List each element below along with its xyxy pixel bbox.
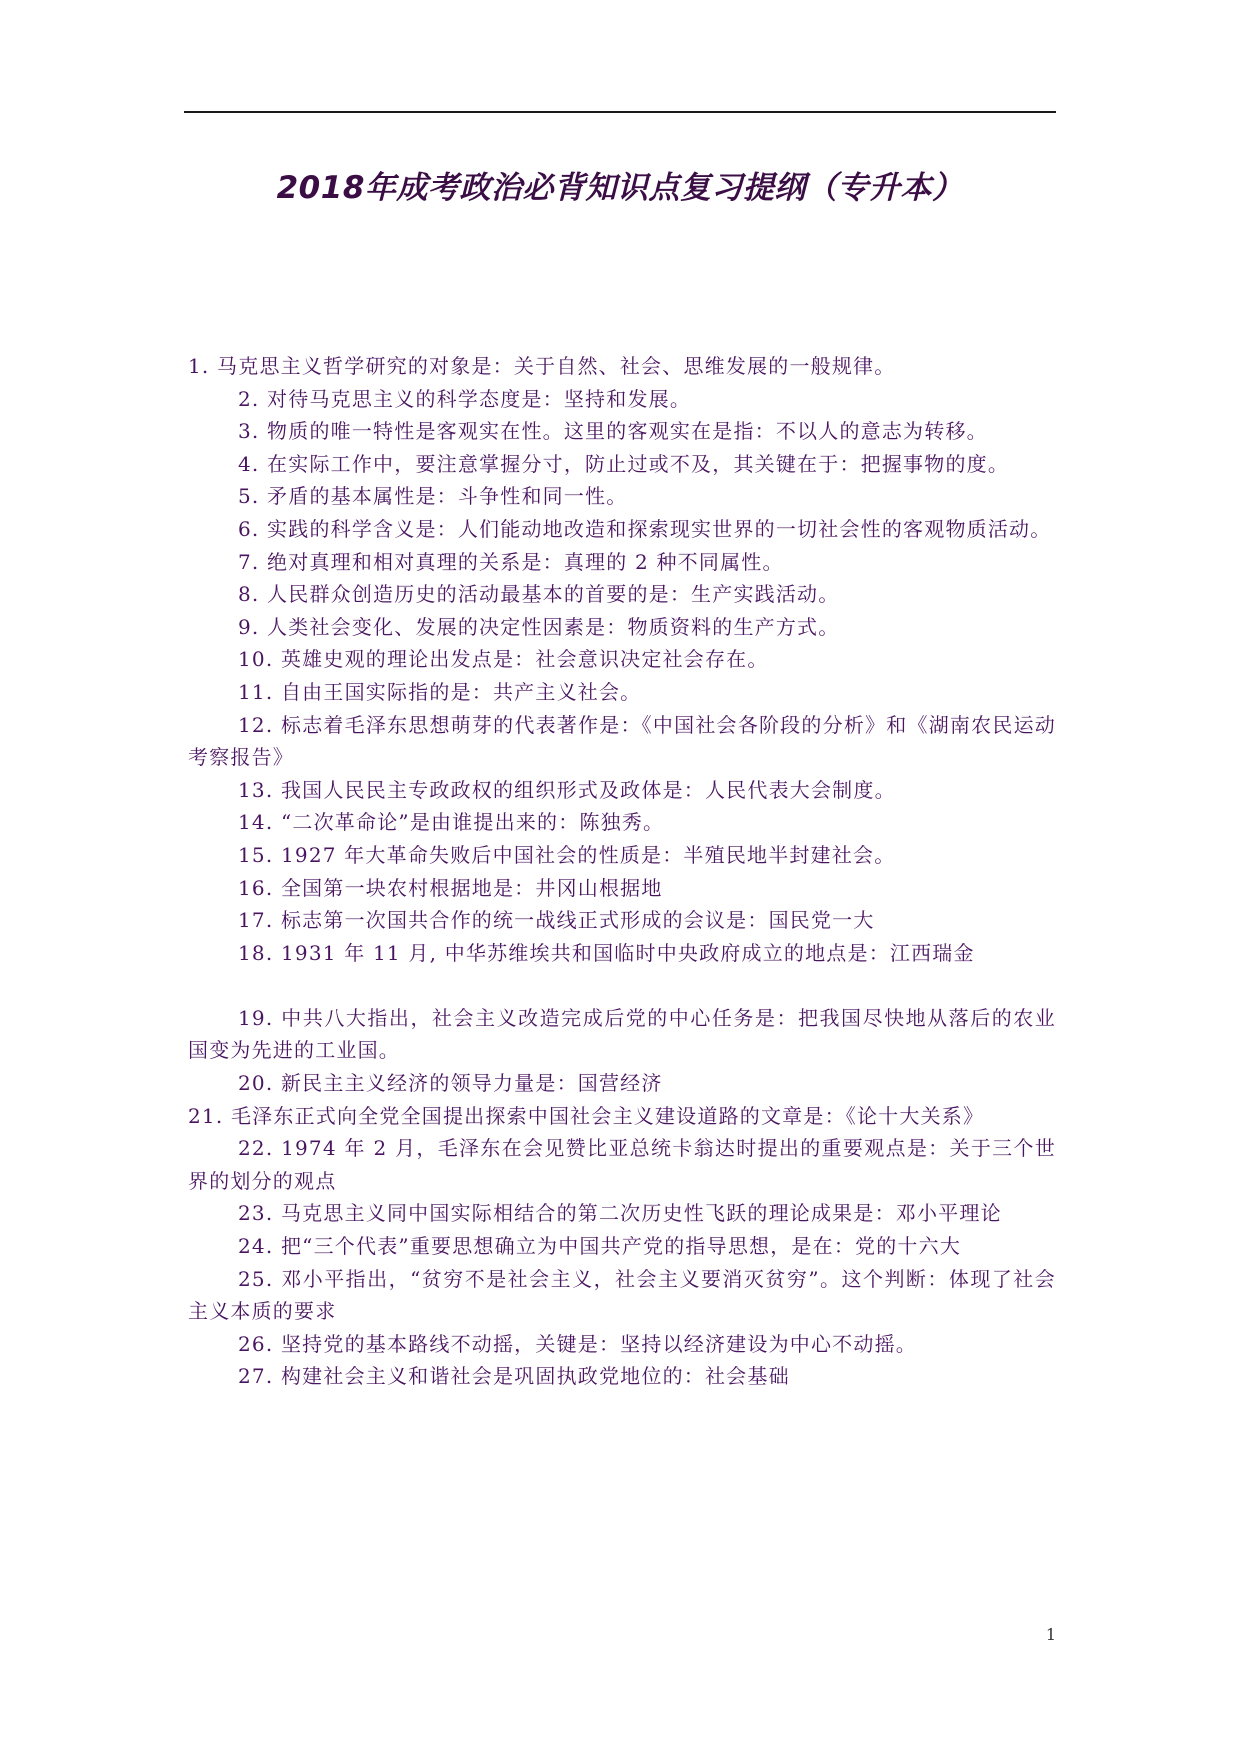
document-title: 2018年成考政治必背知识点复习提纲（专升本） xyxy=(276,170,964,206)
outline-item: 16. 全国第一块农村根据地是：井冈山根据地 xyxy=(238,875,663,900)
outline-item: 21. 毛泽东正式向全党全国提出探索中国社会主义建设道路的文章是：《论十大关系》 xyxy=(188,1103,985,1128)
outline-item: 11. 自由王国实际指的是：共产主义社会。 xyxy=(238,679,642,704)
outline-item: 5. 矛盾的基本属性是：斗争性和同一性。 xyxy=(238,484,628,509)
outline-item: 20. 新民主主义经济的领导力量是：国营经济 xyxy=(238,1071,663,1096)
outline-item: 9. 人类社会变化、发展的决定性因素是：物质资料的生产方式。 xyxy=(238,614,840,639)
outline-item: 1. 马克思主义哲学研究的对象是：关于自然、社会、思维发展的一般规律。 xyxy=(188,354,896,378)
outline-item: 13. 我国人民民主专政政权的组织形式及政体是：人民代表大会制度。 xyxy=(238,777,896,802)
outline-item: 26. 坚持党的基本路线不动摇，关键是：坚持以经济建设为中心不动摇。 xyxy=(238,1331,917,1356)
outline-item: 25. 邓小平指出，“贫穷不是社会主义，社会主义要消灭贫穷”。这个判断：体现了社会主义本质的要求 xyxy=(188,1266,1056,1324)
outline-item: 27. 构建社会主义和谐社会是巩固执政党地位的：社会基础 xyxy=(238,1364,790,1389)
outline-item: 18. 1931 年 11 月, 中华苏维埃共和国临时中央政府成立的地点是：江西瑞金 xyxy=(238,940,975,965)
outline-item: 2. 对待马克思主义的科学态度是：坚持和发展。 xyxy=(238,386,692,411)
outline-item: 6. 实践的科学含义是：人们能动地改造和探索现实世界的一切社会性的客观物质活动。 xyxy=(238,516,1052,541)
outline-item: 15. 1927 年大革命失败后中国社会的性质是：半殖民地半封建社会。 xyxy=(238,842,896,867)
page-number: 1 xyxy=(1045,1625,1056,1644)
outline-item: 19. 中共八大指出，社会主义改造完成后党的中心任务是：把我国尽快地从落后的农业国变为先进的工业国。 xyxy=(188,1005,1056,1063)
header-rule xyxy=(184,111,1056,113)
outline-item: 4. 在实际工作中，要注意掌握分寸，防止过或不及，其关键在于：把握事物的度。 xyxy=(238,451,1010,476)
outline-item: 3. 物质的唯一特性是客观实在性。这里的客观实在是指：不以人的意志为转移。 xyxy=(238,419,988,444)
outline-item: 17. 标志第一次国共合作的统一战线正式形成的会议是：国民党一大 xyxy=(238,908,875,933)
outline-item: 23. 马克思主义同中国实际相结合的第二次历史性飞跃的理论成果是：邓小平理论 xyxy=(238,1201,1002,1226)
outline-item: 12. 标志着毛泽东思想萌芽的代表著作是：《中国社会各阶段的分析》和《湖南农民运动考察报告》 xyxy=(188,712,1056,770)
outline-item: 22. 1974 年 2 月，毛泽东在会见赞比亚总统卡翁达时提出的重要观点是：关于三个世界的划分的观点 xyxy=(188,1136,1056,1193)
outline-item: 7. 绝对真理和相对真理的关系是：真理的 2 种不同属性。 xyxy=(238,549,784,574)
outline-item: 14. “二次革命论”是由谁提出来的：陈独秀。 xyxy=(238,810,665,835)
outline-item: 24. 把“三个代表”重要思想确立为中国共产党的指导思想，是在：党的十六大 xyxy=(238,1234,962,1259)
outline-item: 10. 英雄史观的理论出发点是：社会意识决定社会存在。 xyxy=(238,647,769,672)
outline-item: 8. 人民群众创造历史的活动最基本的首要的是：生产实践活动。 xyxy=(238,582,840,607)
outline-body xyxy=(188,350,1056,1393)
